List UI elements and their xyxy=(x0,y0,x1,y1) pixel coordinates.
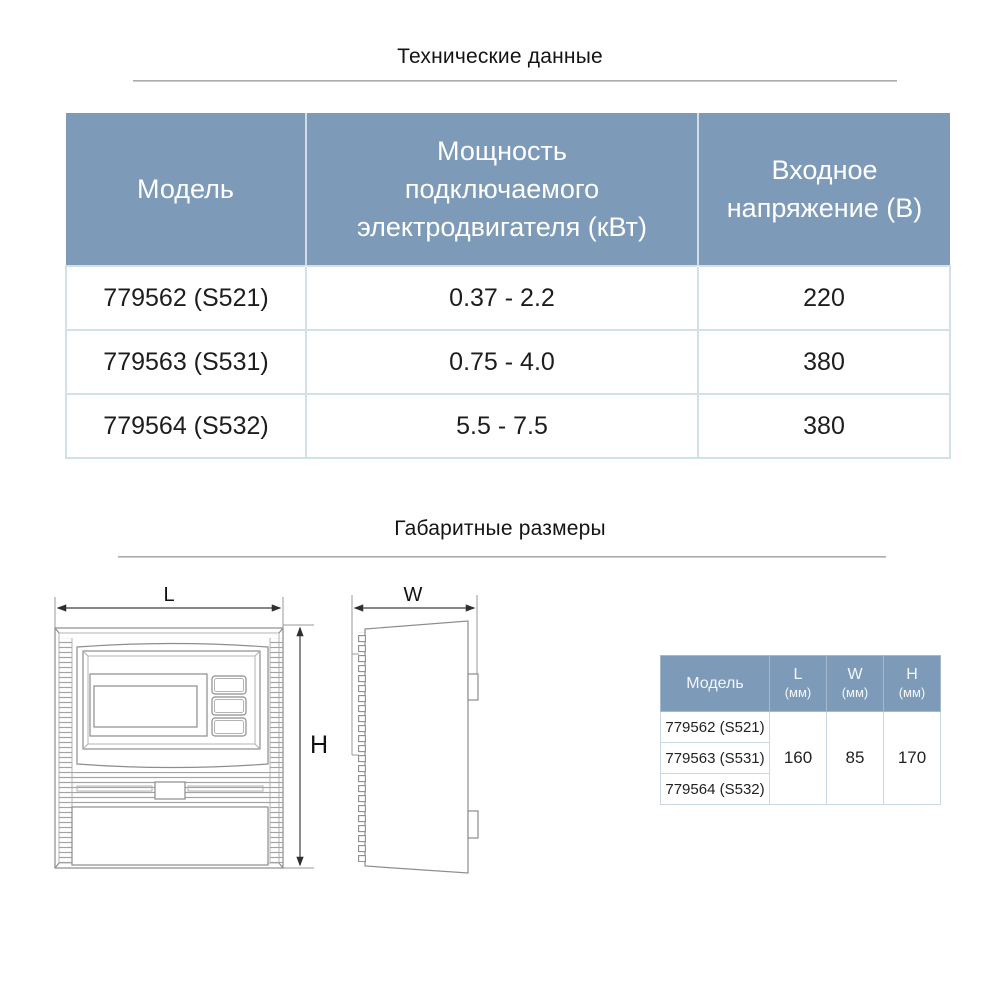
dims-title-rule xyxy=(118,556,886,558)
tech-section-title: Технические данные xyxy=(397,45,603,68)
tech-header-power xyxy=(306,113,698,266)
voltage-cell: 380 xyxy=(698,394,950,458)
width-dimension-label: W xyxy=(403,585,423,606)
tech-header-voltage-line2: напряжение (В) xyxy=(726,193,923,223)
dim-header-w-unit: (мм) xyxy=(841,684,869,700)
tech-header-power-line2: подключаемого xyxy=(404,174,600,204)
dim-header-w xyxy=(827,656,884,712)
dim-header-h-unit: (мм) xyxy=(898,684,926,700)
display-screen xyxy=(90,674,207,736)
model-cell: 779562 (S521) xyxy=(661,712,770,743)
dim-header-h xyxy=(884,656,941,712)
tech-table xyxy=(65,113,951,459)
dim-header-w-label: W xyxy=(847,665,863,683)
tech-header-voltage-line1: Входное xyxy=(771,155,878,185)
height-dimension-label: H xyxy=(310,731,329,759)
tech-title-rule xyxy=(133,80,897,82)
dimensions-table xyxy=(660,655,941,805)
tech-header-model: Модель xyxy=(66,113,306,266)
width-value-cell: 85 xyxy=(827,712,884,805)
model-cell: 779564 (S532) xyxy=(661,774,770,805)
table-row xyxy=(66,266,950,330)
table-row xyxy=(661,712,941,743)
dimension-drawing xyxy=(30,585,510,905)
length-value-cell: 160 xyxy=(770,712,827,805)
power-cell: 0.75 - 4.0 xyxy=(306,330,698,394)
model-cell: 779564 (S532) xyxy=(66,394,306,458)
keypad-buttons xyxy=(212,676,246,736)
dim-header-h-label: H xyxy=(906,665,918,683)
tech-header-voltage xyxy=(698,113,950,266)
voltage-cell: 380 xyxy=(698,330,950,394)
dims-section-title: Габаритные размеры xyxy=(394,517,606,540)
dim-header-model: Модель xyxy=(661,656,770,712)
front-view-drawing xyxy=(55,585,328,868)
table-row xyxy=(66,330,950,394)
tech-header-power-line1: Мощность xyxy=(437,136,567,166)
power-cell: 0.37 - 2.2 xyxy=(306,266,698,330)
model-cell: 779563 (S531) xyxy=(66,330,306,394)
dim-header-l xyxy=(770,656,827,712)
dim-header-l-unit: (мм) xyxy=(784,684,812,700)
dimensions-table-header-row xyxy=(661,656,941,712)
length-dimension-label: L xyxy=(163,585,175,606)
tech-header-power-line3: электродвигателя (кВт) xyxy=(356,212,648,242)
model-cell: 779563 (S531) xyxy=(661,743,770,774)
tech-table-header-row xyxy=(66,113,950,266)
side-view-drawing xyxy=(352,585,478,873)
table-row xyxy=(66,394,950,458)
power-cell: 5.5 - 7.5 xyxy=(306,394,698,458)
dim-header-l-label: L xyxy=(793,665,803,683)
model-cell: 779562 (S521) xyxy=(66,266,306,330)
height-value-cell: 170 xyxy=(884,712,941,805)
voltage-cell: 220 xyxy=(698,266,950,330)
